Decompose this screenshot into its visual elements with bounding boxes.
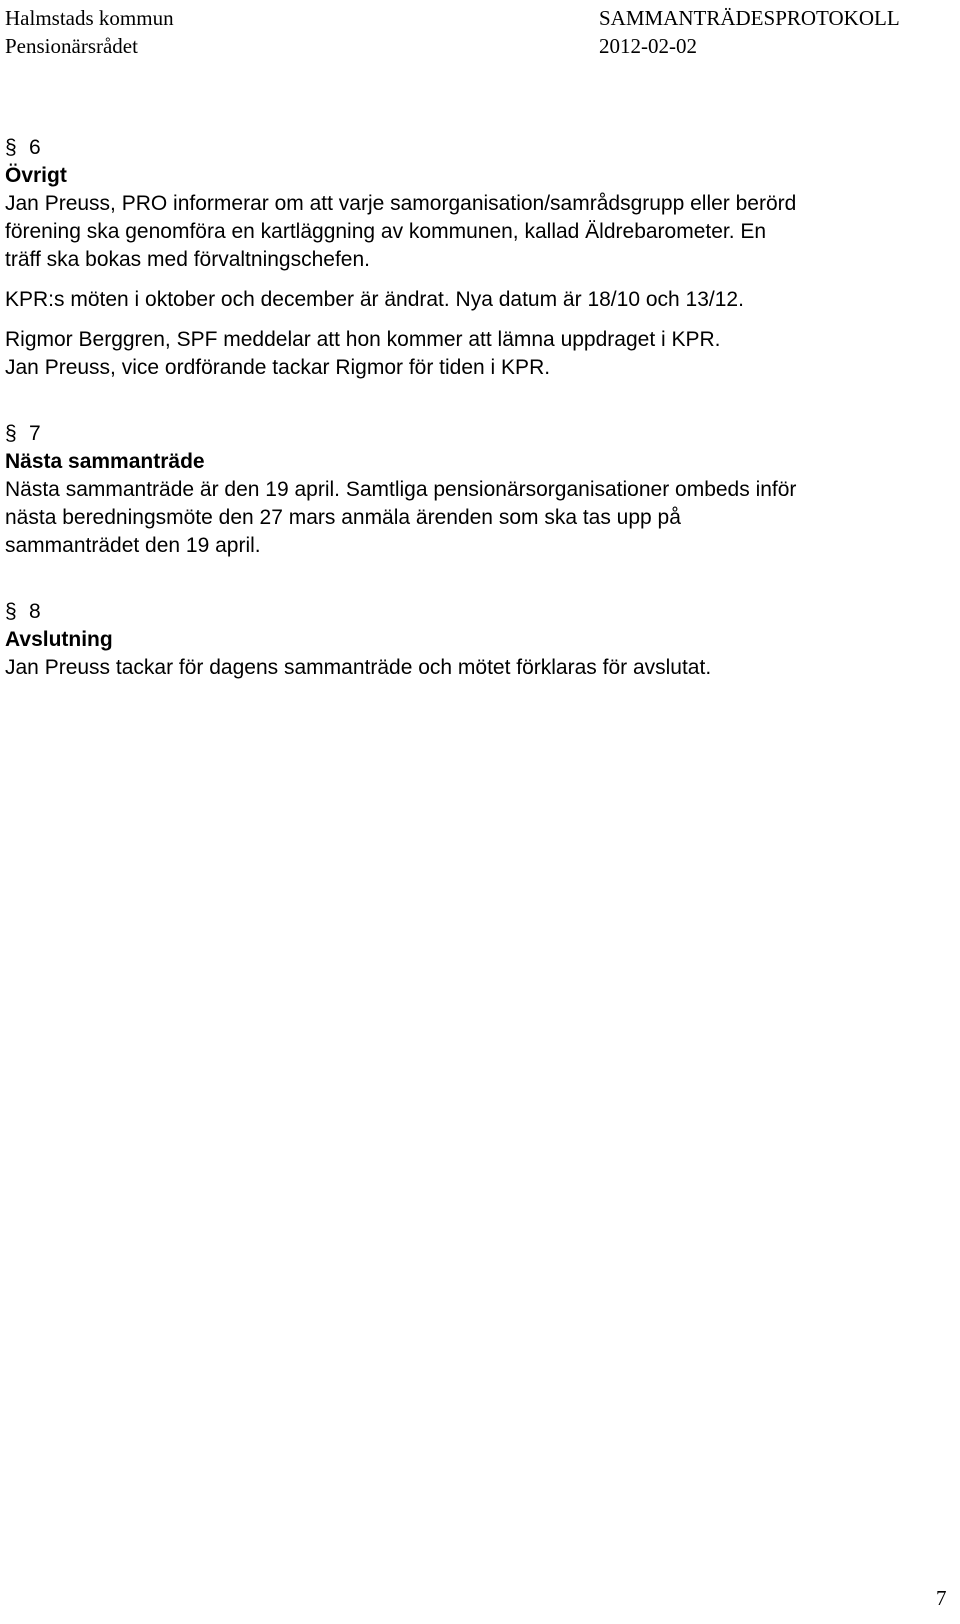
section-8 [5,598,950,682]
text-line: förening ska genomföra en kartläggning av kommunen, kallad Äldrebarometer. En [5,220,767,243]
section-number-row [5,420,950,448]
page-header [5,4,935,60]
committee-name: Pensionärsrådet [5,34,138,58]
section-7 [5,420,950,560]
section-paragraph [5,326,950,382]
text-line: Rigmor Berggren, SPF meddelar att hon kommer att lämna uppdraget i KPR. [5,328,721,351]
organization-name: Halmstads kommun [5,6,174,30]
section-paragraph [5,476,950,560]
section-number: 8 [29,600,41,623]
text-line: Jan Preuss, PRO informerar om att varje samorganisation/samrådsgrupp eller berörd [5,192,797,215]
page-number: 7 [936,1586,947,1610]
protocol-body [5,134,950,682]
text-line: sammanträdet den 19 april. [5,534,261,557]
section-title: Avslutning [5,628,113,651]
text-line: Jan Preuss, vice ordförande tackar Rigmor för tiden i KPR. [5,356,551,379]
section-title: Övrigt [5,164,67,187]
section-paragraph [5,190,950,274]
section-number: 7 [29,422,41,445]
text-line: Jan Preuss tackar för dagens sammanträde och mötet förklaras för avslutat. [5,656,712,679]
text-line: KPR:s möten i oktober och december är ändrat. Nya datum är 18/10 och 13/12. [5,288,744,311]
header-row-top [5,4,935,32]
document-type: SAMMANTRÄDESPROTOKOLL [599,6,900,30]
text-line: Nästa sammanträde är den 19 april. Samtliga pensionärsorganisationer ombeds inför [5,478,797,501]
section-number-row [5,598,950,626]
section-6 [5,134,950,382]
section-title: Nästa sammanträde [5,450,205,473]
header-row-bottom [5,32,935,60]
paragraph-symbol: § [5,600,17,623]
paragraph-symbol: § [5,422,17,445]
text-line: nästa beredningsmöte den 27 mars anmäla ärenden som ska tas upp på [5,506,681,529]
paragraph-symbol: § [5,136,17,159]
meeting-date: 2012-02-02 [599,34,697,58]
section-number-row [5,134,950,162]
section-number: 6 [29,136,41,159]
section-paragraph [5,654,950,682]
section-paragraph [5,286,950,314]
text-line: träff ska bokas med förvaltningschefen. [5,248,370,271]
